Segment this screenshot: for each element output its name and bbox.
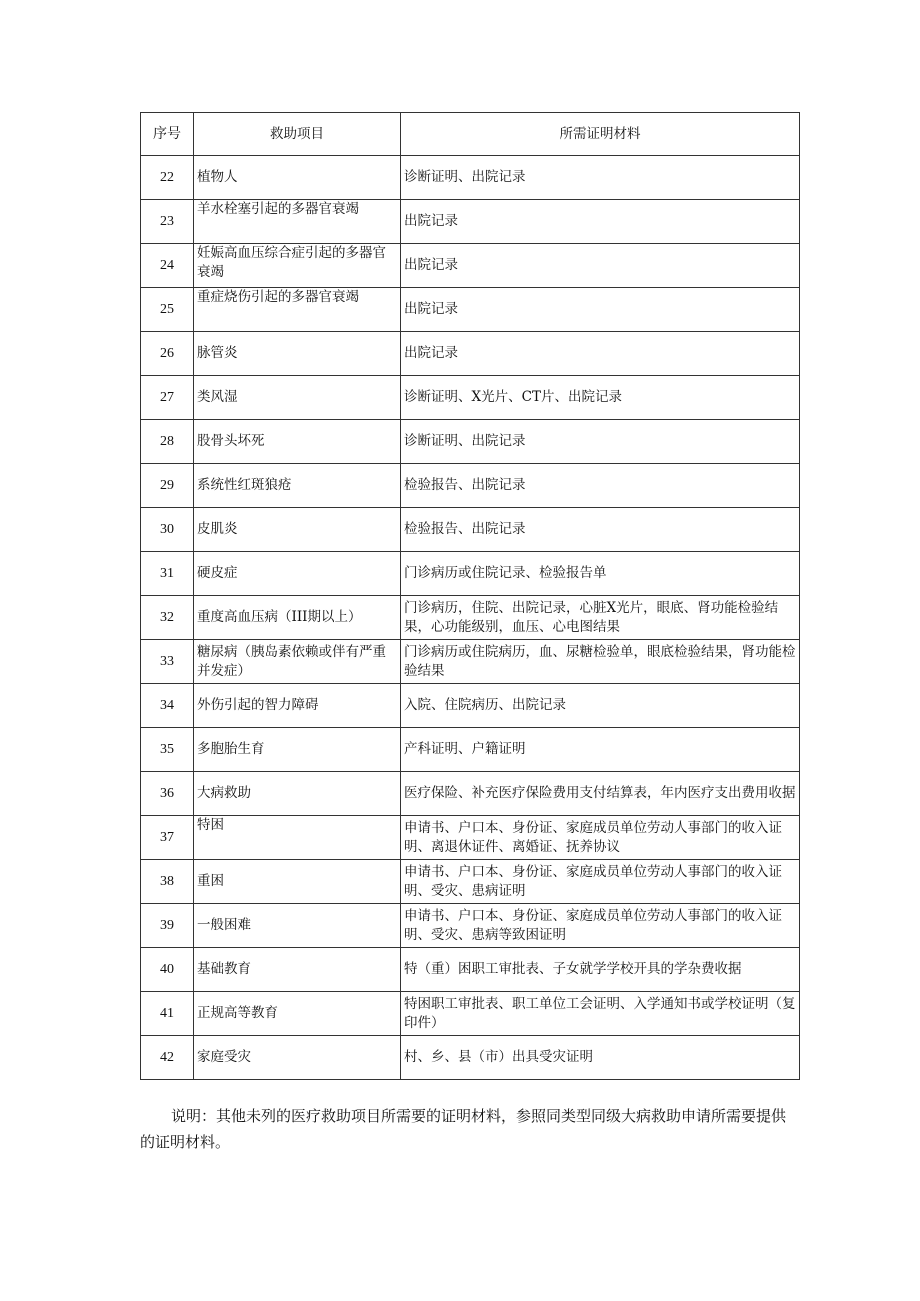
table-row xyxy=(141,904,800,948)
row-docs: 特困职工审批表、职工单位工会证明、入学通知书或学校证明（复印件） xyxy=(401,992,800,1036)
table-row xyxy=(141,948,800,992)
row-item: 家庭受灾 xyxy=(194,1036,401,1080)
row-item: 股骨头坏死 xyxy=(194,420,401,464)
row-number: 27 xyxy=(141,376,194,420)
row-item: 重度高血压病（III期以上） xyxy=(194,596,401,640)
table-row xyxy=(141,244,800,288)
row-number: 22 xyxy=(141,156,194,200)
header-docs: 所需证明材料 xyxy=(401,113,800,156)
row-number: 37 xyxy=(141,816,194,860)
row-item: 基础教育 xyxy=(194,948,401,992)
row-item: 羊水栓塞引起的多器官衰竭 xyxy=(194,200,401,244)
row-number: 33 xyxy=(141,640,194,684)
row-docs: 检验报告、出院记录 xyxy=(401,464,800,508)
row-docs: 村、乡、县（市）出具受灾证明 xyxy=(401,1036,800,1080)
row-docs: 诊断证明、出院记录 xyxy=(401,156,800,200)
row-number: 31 xyxy=(141,552,194,596)
row-docs: 出院记录 xyxy=(401,288,800,332)
row-number: 23 xyxy=(141,200,194,244)
row-number: 35 xyxy=(141,728,194,772)
table-row xyxy=(141,728,800,772)
table-row xyxy=(141,640,800,684)
table-row xyxy=(141,992,800,1036)
row-number: 25 xyxy=(141,288,194,332)
row-item: 系统性红斑狼疮 xyxy=(194,464,401,508)
row-number: 36 xyxy=(141,772,194,816)
row-item: 硬皮症 xyxy=(194,552,401,596)
table-body xyxy=(141,156,800,1080)
materials-table xyxy=(140,112,800,1080)
row-number: 29 xyxy=(141,464,194,508)
row-docs: 出院记录 xyxy=(401,332,800,376)
row-item: 大病救助 xyxy=(194,772,401,816)
row-item: 正规高等教育 xyxy=(194,992,401,1036)
row-item: 一般困难 xyxy=(194,904,401,948)
row-item: 妊娠高血压综合症引起的多器官衰竭 xyxy=(194,244,401,288)
row-docs: 门诊病历或住院病历，血、尿糖检验单，眼底检验结果，肾功能检验结果 xyxy=(401,640,800,684)
row-docs: 申请书、户口本、身份证、家庭成员单位劳动人事部门的收入证明、离退休证件、离婚证、抚养协议 xyxy=(401,816,800,860)
row-docs: 门诊病历或住院记录、检验报告单 xyxy=(401,552,800,596)
row-item: 糖尿病（胰岛素依赖或伴有严重并发症） xyxy=(194,640,401,684)
row-docs: 申请书、户口本、身份证、家庭成员单位劳动人事部门的收入证明、受灾、患病证明 xyxy=(401,860,800,904)
row-number: 42 xyxy=(141,1036,194,1080)
table-row xyxy=(141,860,800,904)
row-number: 41 xyxy=(141,992,194,1036)
table-row xyxy=(141,332,800,376)
row-number: 39 xyxy=(141,904,194,948)
row-number: 32 xyxy=(141,596,194,640)
header-no: 序号 xyxy=(141,113,194,156)
row-number: 26 xyxy=(141,332,194,376)
row-number: 28 xyxy=(141,420,194,464)
row-docs: 医疗保险、补充医疗保险费用支付结算表，年内医疗支出费用收据 xyxy=(401,772,800,816)
row-item: 类风湿 xyxy=(194,376,401,420)
row-docs: 诊断证明、X光片、CT片、出院记录 xyxy=(401,376,800,420)
row-docs: 出院记录 xyxy=(401,200,800,244)
row-docs: 出院记录 xyxy=(401,244,800,288)
row-number: 38 xyxy=(141,860,194,904)
table-row xyxy=(141,1036,800,1080)
row-item: 皮肌炎 xyxy=(194,508,401,552)
table-row xyxy=(141,772,800,816)
row-docs: 申请书、户口本、身份证、家庭成员单位劳动人事部门的收入证明、受灾、患病等致困证明 xyxy=(401,904,800,948)
row-number: 34 xyxy=(141,684,194,728)
table-row xyxy=(141,288,800,332)
table-row xyxy=(141,376,800,420)
table-header-row xyxy=(141,113,800,156)
table-row xyxy=(141,508,800,552)
table-row xyxy=(141,156,800,200)
table-row xyxy=(141,816,800,860)
row-docs: 检验报告、出院记录 xyxy=(401,508,800,552)
table-row xyxy=(141,420,800,464)
row-docs: 产科证明、户籍证明 xyxy=(401,728,800,772)
row-item: 植物人 xyxy=(194,156,401,200)
row-item: 特困 xyxy=(194,816,401,860)
row-number: 24 xyxy=(141,244,194,288)
row-docs: 门诊病历，住院、出院记录，心脏X光片，眼底、肾功能检验结果，心功能级别，血压、心电图结果 xyxy=(401,596,800,640)
table-row xyxy=(141,552,800,596)
table-row xyxy=(141,684,800,728)
table-row xyxy=(141,464,800,508)
row-docs: 诊断证明、出院记录 xyxy=(401,420,800,464)
row-docs: 特（重）困职工审批表、子女就学学校开具的学杂费收据 xyxy=(401,948,800,992)
row-item: 脉管炎 xyxy=(194,332,401,376)
row-docs: 入院、住院病历、出院记录 xyxy=(401,684,800,728)
row-item: 外伤引起的智力障碍 xyxy=(194,684,401,728)
header-item: 救助项目 xyxy=(194,113,401,156)
row-item: 重困 xyxy=(194,860,401,904)
footnote: 说明：其他未列的医疗救助项目所需要的证明材料，参照同类型同级大病救助申请所需要提供的证明材料。 xyxy=(140,1107,787,1151)
row-number: 30 xyxy=(141,508,194,552)
row-item: 多胞胎生育 xyxy=(194,728,401,772)
table-row xyxy=(141,200,800,244)
row-number: 40 xyxy=(141,948,194,992)
table-row xyxy=(141,596,800,640)
row-item: 重症烧伤引起的多器官衰竭 xyxy=(194,288,401,332)
